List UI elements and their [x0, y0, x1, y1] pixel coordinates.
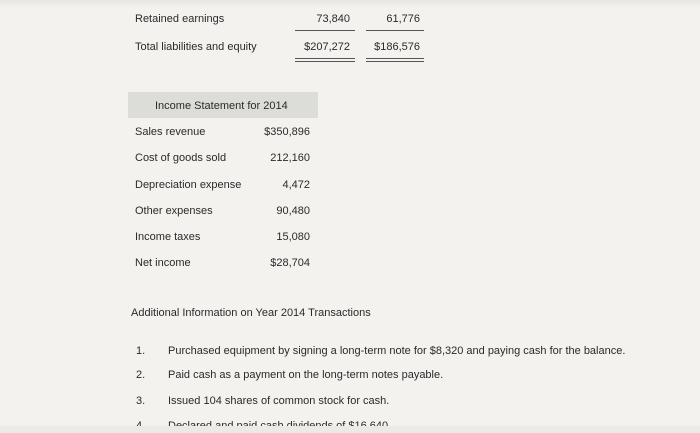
depreciation-expense-value: 4,472: [282, 179, 310, 191]
retained-earnings-2013: 61,776: [386, 13, 420, 25]
sales-revenue-value: $350,896: [264, 126, 310, 138]
subtotal-underline-2014: [295, 30, 355, 31]
income-statement-title: Income Statement for 2014: [155, 100, 288, 112]
income-taxes-label: Income taxes: [135, 231, 201, 243]
subtotal-underline-2013: [366, 30, 424, 31]
income-taxes-value: 15,080: [276, 231, 310, 243]
other-expenses-label: Other expenses: [135, 205, 213, 217]
net-income-value: $28,704: [270, 257, 310, 269]
depreciation-expense-label: Depreciation expense: [135, 179, 242, 191]
info-item-number: 1.: [136, 345, 146, 357]
info-item-number: 2.: [136, 369, 146, 381]
info-item-text: Paid cash as a payment on the long-term notes payable.: [168, 369, 444, 381]
other-expenses-value: 90,480: [276, 205, 310, 217]
retained-earnings-label: Retained earnings: [135, 13, 225, 25]
retained-earnings-2014: 73,840: [316, 13, 350, 25]
total-double-underline-2014-b: [295, 61, 355, 62]
total-liabilities-equity-2013: $186,576: [374, 41, 420, 53]
cost-of-goods-sold-value: 212,160: [270, 152, 310, 164]
info-item-text: Issued 104 shares of common stock for cash.: [168, 395, 390, 407]
net-income-label: Net income: [135, 257, 191, 269]
sales-revenue-label: Sales revenue: [135, 126, 206, 138]
additional-info-title: Additional Information on Year 2014 Transactions: [131, 307, 371, 319]
bottom-edge-shading: [0, 426, 700, 433]
top-edge-shading: [0, 0, 700, 8]
total-liabilities-equity-label: Total liabilities and equity: [135, 41, 257, 53]
total-double-underline-2013-b: [366, 61, 424, 62]
total-double-underline-2014-a: [295, 58, 355, 59]
total-liabilities-equity-2014: $207,272: [304, 41, 350, 53]
total-double-underline-2013-a: [366, 58, 424, 59]
info-item-text: Purchased equipment by signing a long-term note for $8,320 and paying cash for the balance.: [168, 345, 626, 357]
info-item-number: 3.: [136, 395, 146, 407]
cost-of-goods-sold-label: Cost of goods sold: [135, 152, 227, 164]
